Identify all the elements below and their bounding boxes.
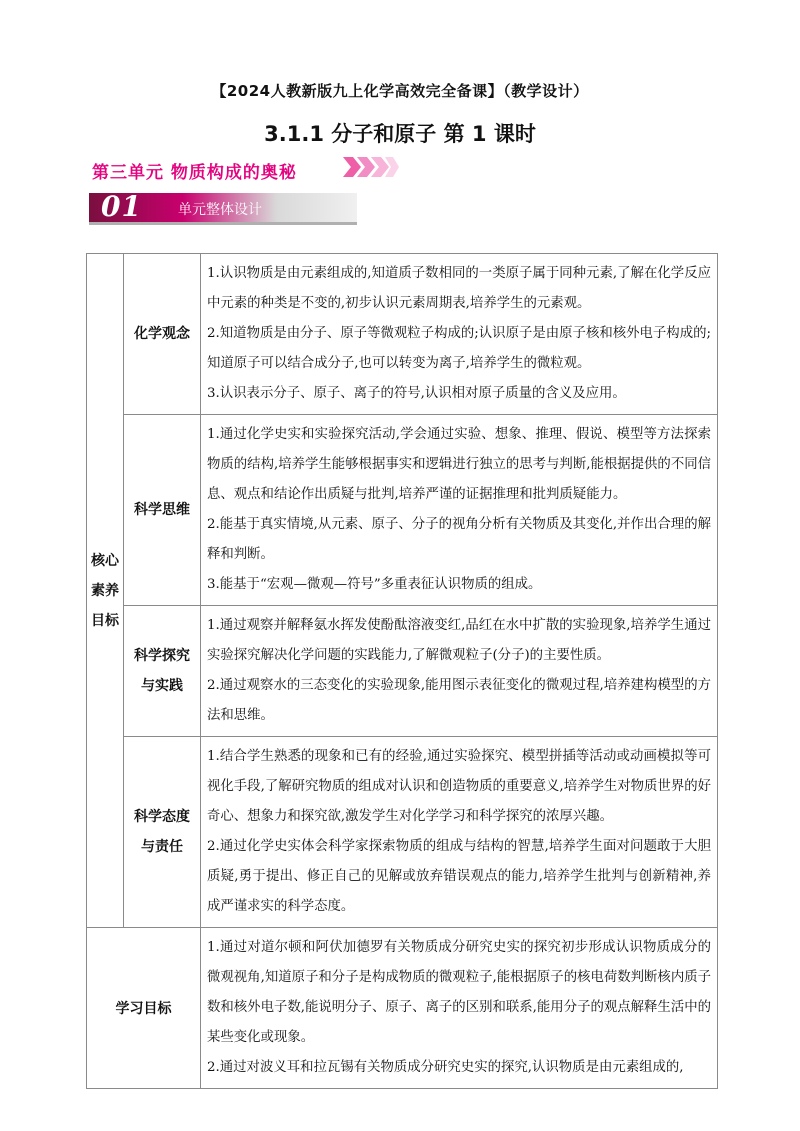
core-literacy-label: 核心 素养 目标 [87,254,124,928]
list-item: 1.认识物质是由元素组成的,知道质子数相同的一类原子属于同种元素,了解在化学反应中元素的种类是不变的,初步认识元素周期表,培养学生的元素观。 [207,266,711,311]
list-item: 2.通过化学史实体会科学家探索物质的组成与结构的智慧,培养学生面对问题敢于大胆质疑,勇于提出、修正自己的见解或放弃错误观点的能力,培养学生批判与创新精神,养成严谨求实的科学态度。 [207,839,711,914]
list-item: 1.结合学生熟悉的现象和已有的经验,通过实验探究、模型拼插等活动或动画模拟等可视化手段,了解研究物质的组成对认识和创造物质的重要意义,培养学生对物质世界的好奇心、想象力和探究欲,激发学生对化学学习和科学探究的浓厚兴趣。 [207,749,711,824]
table-row [87,737,718,928]
objectives-table [86,253,718,1089]
lesson-title: 3.1.1 分子和原子 第 1 课时 [264,122,536,146]
unit-title: 第三单元 物质构成的奥秘 [92,163,297,183]
list-item: 1.通过化学史实和实验探究活动,学会通过实验、想象、推理、假说、模型等方法探索物质的结构,培养学生能够根据事实和逻辑进行独立的思考与判断,能根据提供的不同信息、观点和结论作出质疑与批判,培养严谨的证据推理和批判质疑能力。 [207,427,711,502]
list-item: 3.能基于“宏观—微观—符号”多重表征认识物质的组成。 [207,577,542,592]
document-header: 【2024人教新版九上化学高效完全备课】（教学设计） [211,82,589,100]
category-content [201,254,718,415]
chevron-arrows-icon [343,155,399,179]
category-content [201,415,718,606]
list-item: 1.通过观察并解释氨水挥发使酚酞溶液变红,品红在水中扩散的实验现象,培养学生通过实验探究解决化学问题的实践能力,了解微观粒子(分子)的主要性质。 [207,618,711,663]
list-item: 3.认识表示分子、原子、离子的符号,认识相对原子质量的含义及应用。 [207,386,626,401]
table-row [87,606,718,737]
list-item: 2.通过观察水的三态变化的实验现象,能用图示表征变化的微观过程,培养建构模型的方法和思维。 [207,678,711,723]
category-content [201,606,718,737]
table-row [87,254,718,415]
category-label: 科学态度 与责任 [124,737,201,928]
list-item: 1.通过对道尔顿和阿伏加德罗有关物质成分研究史实的探究初步形成认识物质成分的微观视角,知道原子和分子是构成物质的微观粒子,能根据原子的核电荷数判断核内质子数和核外电子数,能说明分子、原子、离子的区别和联系,能用分子的观点解释生活中的某些变化或现象。 [207,940,711,1045]
learning-objectives-label: 学习目标 [87,928,201,1089]
category-content [201,737,718,928]
category-label: 化学观念 [124,254,201,415]
list-item: 2.通过对波义耳和拉瓦锡有关物质成分研究史实的探究,认识物质是由元素组成的, [207,1060,684,1075]
table-row [87,415,718,606]
learning-objectives-content [201,928,718,1089]
list-item: 2.知道物质是由分子、原子等微观粒子构成的;认识原子是由原子核和核外电子构成的;知道原子可以结合成分子,也可以转变为离子,培养学生的微粒观。 [207,326,711,371]
table-row [87,928,718,1089]
section-label: 单元整体设计 [178,202,262,218]
category-label: 科学探究 与实践 [124,606,201,737]
category-label: 科学思维 [124,415,201,606]
list-item: 2.能基于真实情境,从元素、原子、分子的视角分析有关物质及其变化,并作出合理的解释和判断。 [207,517,711,562]
section-number: 01 [101,190,142,223]
